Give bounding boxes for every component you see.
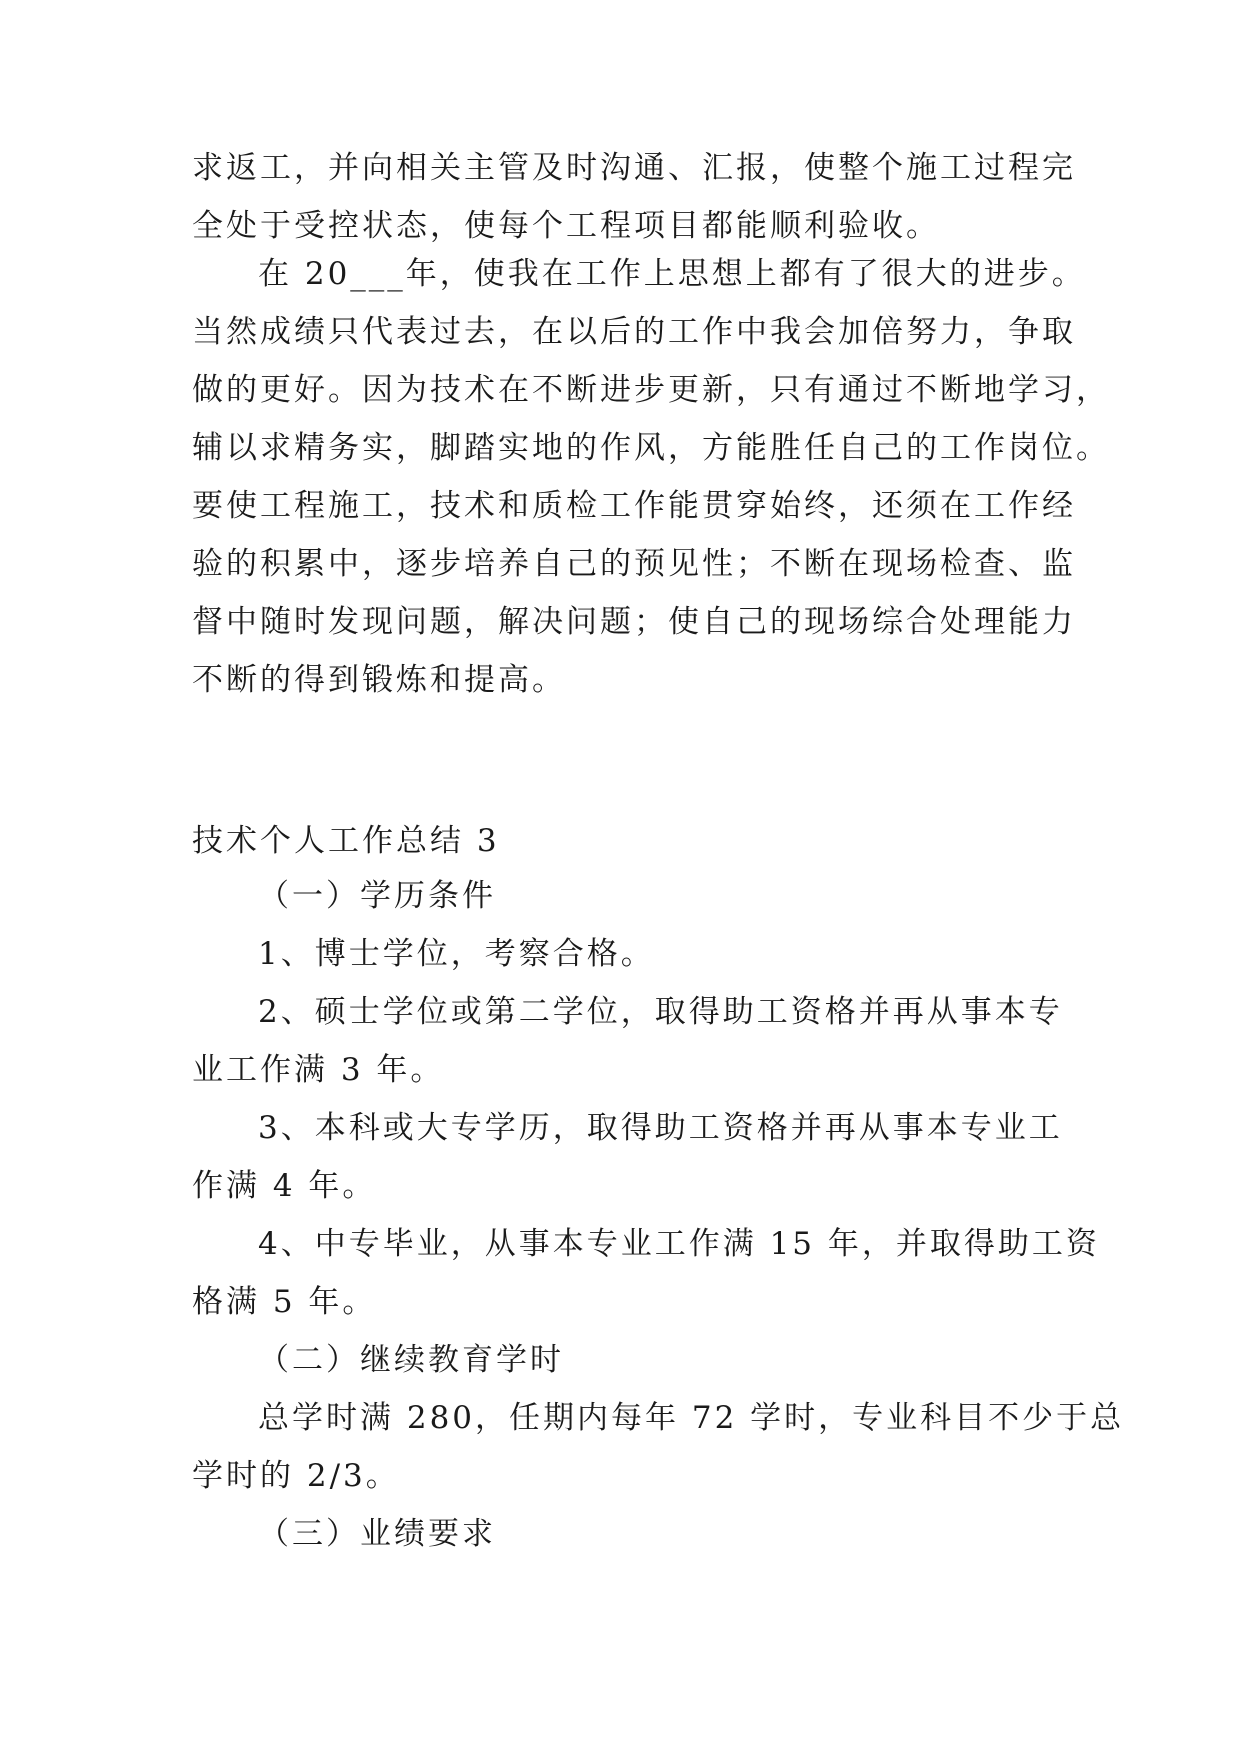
text-line: 辅以求精务实，脚踏实地的作风，方能胜任自己的工作岗位。 [192,430,1110,466]
list-item: 2、硕士学位或第二学位，取得助工资格并再从事本专 [258,994,1063,1030]
paragraph-continuation [192,139,1076,255]
section-title: 技术个人工作总结 3 [192,823,500,859]
list-item-continuation: 格满 5 年。 [192,1284,377,1320]
subheading-continuing-education: （二）继续教育学时 [258,1342,564,1378]
list-item: 1、博士学位，考察合格。 [258,936,655,972]
text-line: 在 20___年，使我在工作上思想上都有了很大的进步。 [258,256,1086,292]
paragraph-requirements [192,867,1125,1563]
text-line: 做的更好。因为技术在不断进步更新，只有通过不断地学习， [192,372,1110,408]
text-line: 学时的 2/3。 [192,1458,400,1494]
subheading-performance: （三）业绩要求 [258,1516,496,1552]
text-line: 当然成绩只代表过去，在以后的工作中我会加倍努力，争取 [192,314,1076,350]
list-item-continuation: 作满 4 年。 [192,1168,377,1204]
paragraph-progress [192,245,1110,709]
text-line: 督中随时发现问题，解决问题；使自己的现场综合处理能力 [192,604,1076,640]
list-item-continuation: 业工作满 3 年。 [192,1052,445,1088]
text-line: 求返工，并向相关主管及时沟通、汇报，使整个施工过程完 [192,150,1076,186]
list-item: 4、中专毕业，从事本专业工作满 15 年，并取得助工资 [258,1226,1100,1262]
text-line: 总学时满 280，任期内每年 72 学时，专业科目不少于总 [258,1400,1125,1436]
text-line: 全处于受控状态，使每个工程项目都能顺利验收。 [192,208,940,244]
list-item: 3、本科或大专学历，取得助工资格并再从事本专业工 [258,1110,1063,1146]
text-line: 不断的得到锻炼和提高。 [192,662,566,698]
text-line: 要使工程施工，技术和质检工作能贯穿始终，还须在工作经 [192,488,1076,524]
text-line: 验的积累中，逐步培养自己的预见性；不断在现场检查、监 [192,546,1076,582]
subheading-education: （一）学历条件 [258,878,496,914]
